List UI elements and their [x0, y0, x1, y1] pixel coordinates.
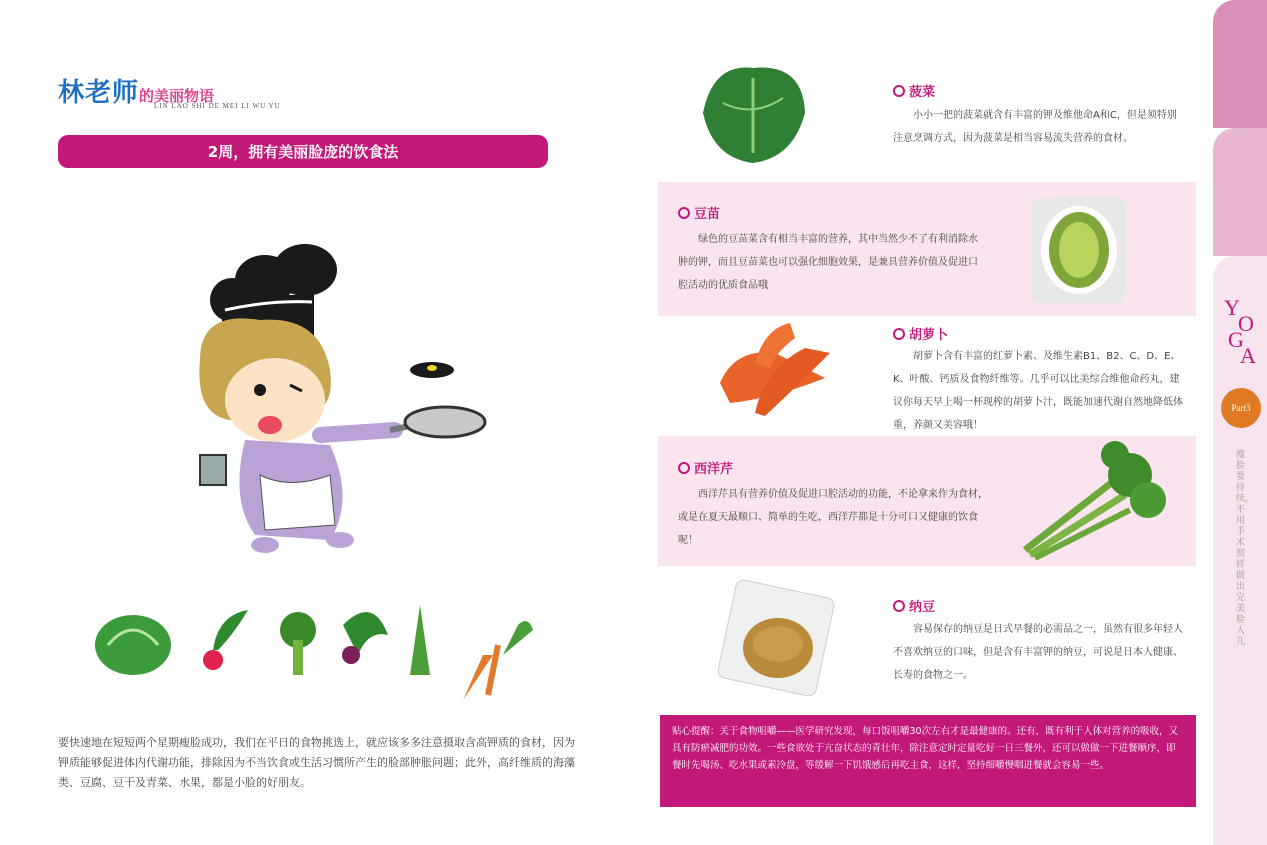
bullet-circle-icon — [893, 600, 905, 612]
item-title-text: 菠菜 — [909, 85, 936, 100]
item-title-text: 西洋芹 — [694, 462, 734, 477]
brand-de: 的 — [139, 87, 155, 105]
item-text-carrot: 胡萝卜含有丰富的红萝卜素、及维生素B1、B2、C、D、E、K、叶酸、钙质及食物纤维等。几乎可以比美综合维他命药丸，建议你每天早上喝一杯现榨的胡萝卜汁，既能加速代谢自然地降低体重，养颜又美容哦！ — [893, 351, 1183, 431]
section-title: 2周，拥有美丽脸庞的饮食法 — [58, 135, 548, 168]
brand-logo — [58, 72, 281, 110]
broccoli-icon — [280, 612, 316, 675]
beet-icon — [342, 612, 388, 664]
yoga-logo — [1224, 295, 1256, 368]
bullet-circle-icon — [893, 328, 905, 340]
item-title-spinach — [893, 81, 935, 100]
yoga-letter: Y — [1224, 295, 1240, 320]
part-badge: Part3 — [1221, 388, 1261, 428]
item-title-pea-sprouts — [678, 203, 720, 222]
item-title-celery — [678, 458, 733, 477]
item-text-spinach: 小小一把的菠菜就含有丰富的钾及维他命A和C，但是须特别注意烹调方式，因为菠菜是相当容易流失营养的食材。 — [893, 110, 1177, 144]
item-title-carrot — [893, 324, 948, 343]
spinach-photo — [693, 58, 813, 168]
side-tab-2[interactable] — [1213, 128, 1267, 256]
tip-box: 贴心提醒：关于食物咀嚼——医学研究发现，每口饭咀嚼30次左右才是最健康的。还有，既有利于人体对营养的吸收，又具有防瘀减肥的功效。一些食欲处于亢奋状态的青壮年，除注意定时定量吃好一日三餐外，还可以做做一下进餐顺序，即餐时先喝汤、吃水果或素冷盘，等缓解一下饥饿感后再吃主食，这样，坚持细嚼慢咽进餐就会容易一些。 — [660, 715, 1196, 807]
yoga-letter: O — [1238, 311, 1254, 336]
item-title-text: 胡萝卜 — [909, 328, 949, 343]
cabbage-icon — [95, 615, 171, 675]
item-text-pea-sprouts: 绿色的豆苗菜含有相当丰富的营养，其中当然少不了有利消除水肿的钾，而且豆苗菜也可以强化细胞效果，是兼具营养价值及促进口腔活动的优质食品哦 — [678, 234, 978, 291]
carrot-icon — [463, 621, 533, 700]
carrot-photo — [715, 318, 835, 418]
yoga-letter: G — [1228, 327, 1244, 352]
yoga-letter: A — [1240, 343, 1256, 368]
chef-girl-illustration — [170, 240, 500, 560]
brand-pinyin: LIN LAO SHI DE MEI LI WU YU — [154, 102, 281, 110]
bullet-circle-icon — [678, 207, 690, 219]
brand-subtitle: 美丽物语 — [154, 87, 215, 105]
item-title-text: 纳豆 — [909, 600, 936, 615]
vegetable-row-illustration — [88, 595, 538, 705]
side-tab-1[interactable] — [1213, 0, 1267, 128]
item-text-celery: 西洋芹具有营养价值及促进口腔活动的功能，不论拿来作为食材，或是在夏天最顺口、简单的生吃，西洋芹都是十分可口又健康的饮食呢！ — [678, 489, 988, 546]
item-text-natto: 容易保存的纳豆是日式早餐的必需品之一，虽然有很多年轻人不喜欢纳豆的口味，但是含有丰富钾的纳豆，可说是日本人健康、长寿的食物之一。 — [893, 624, 1183, 681]
bullet-circle-icon — [893, 85, 905, 97]
natto-photo — [718, 578, 836, 698]
pea-sprouts-photo — [1030, 195, 1128, 305]
celery-photo — [1020, 440, 1168, 560]
radish-icon — [203, 610, 248, 670]
bullet-circle-icon — [678, 462, 690, 474]
item-title-text: 豆苗 — [694, 207, 721, 222]
okra-icon — [410, 605, 430, 675]
intro-paragraph: 要快速地在短短两个星期瘦脸成功，我们在平日的食物挑选上，就应该多多注意摄取含高钾质的食材，因为钾质能够促进体内代谢功能，排除因为不当饮食或生活习惯所产生的脸部肿胀问题；此外，高纤维质的海藻类、豆腐、豆干及青菜、水果，都是小脸的好朋友。 — [58, 736, 575, 789]
brand-name: 林老师 — [58, 78, 140, 108]
side-vertical-text: 瘦脸要持续，不用手术照样做出完美脸人儿 — [1236, 450, 1255, 647]
item-title-natto — [893, 596, 935, 615]
